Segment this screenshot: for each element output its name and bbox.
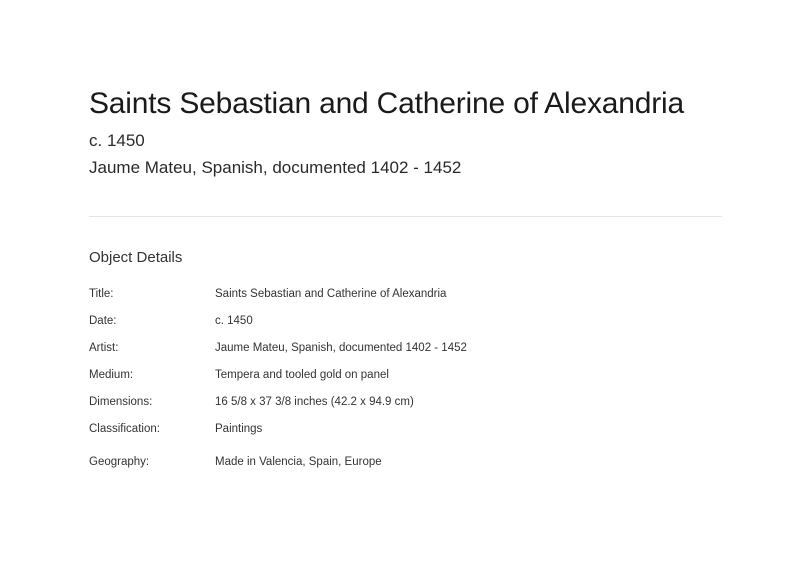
detail-value: Jaume Mateu, Spanish, documented 1402 - 1452 (215, 342, 467, 354)
object-details-heading: Object Details (89, 249, 183, 266)
detail-row-geography (89, 454, 722, 481)
artwork-artist: Jaume Mateu, Spanish, documented 1402 - 1452 (89, 158, 462, 177)
detail-label: Date: (89, 315, 117, 327)
detail-row-dimensions (89, 394, 722, 421)
detail-label: Medium: (89, 369, 134, 381)
detail-value: Saints Sebastian and Catherine of Alexandria (215, 288, 447, 300)
section-divider (89, 216, 722, 217)
detail-value: 16 5/8 x 37 3/8 inches (42.2 x 94.9 cm) (215, 396, 414, 408)
detail-value: Tempera and tooled gold on panel (215, 369, 389, 381)
object-details-list (89, 286, 722, 481)
detail-label: Classification: (89, 423, 160, 435)
detail-label: Geography: (89, 456, 150, 468)
detail-value: Paintings (215, 423, 263, 435)
detail-row-artist (89, 340, 722, 367)
detail-label: Dimensions: (89, 396, 153, 408)
detail-label: Title: (89, 288, 114, 300)
detail-row-title (89, 286, 722, 313)
detail-row-date (89, 313, 722, 340)
artwork-date: c. 1450 (89, 131, 145, 150)
page-title: Saints Sebastian and Catherine of Alexandria (89, 87, 684, 120)
detail-row-classification (89, 421, 722, 448)
detail-value: Made in Valencia, Spain, Europe (215, 456, 382, 468)
detail-label: Artist: (89, 342, 119, 354)
detail-value: c. 1450 (215, 315, 253, 327)
artwork-header (89, 84, 729, 179)
detail-row-medium (89, 367, 722, 394)
